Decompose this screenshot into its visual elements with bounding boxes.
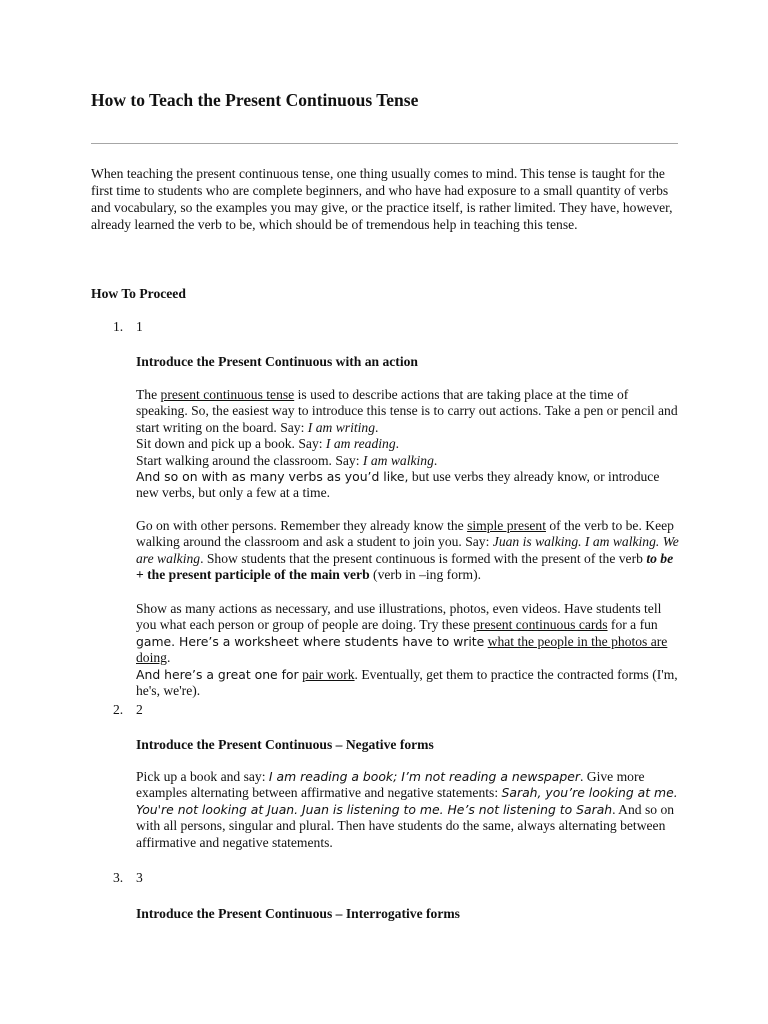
text-run: (verb in –ing form). bbox=[369, 567, 482, 583]
list-marker: 2. bbox=[113, 702, 124, 717]
list-item-1 bbox=[113, 318, 143, 335]
step-1-heading: Introduce the Present Continuous with an action bbox=[136, 354, 418, 369]
step-3-heading: Introduce the Present Continuous – Interrogative forms bbox=[136, 906, 460, 921]
text-run: . bbox=[375, 419, 379, 435]
text-run: Start walking around the classroom. Say: bbox=[136, 452, 363, 468]
pair-work-link[interactable]: pair work bbox=[302, 666, 355, 682]
text-run: is used to describe actions that are taking place at the time of speaking. So, the easiest way to introduce this tense is to carry out actions. Take a pen or pencil and start writing on the board. Say: bbox=[136, 387, 678, 435]
text-run: Pick up a book and say: bbox=[136, 769, 269, 784]
text-run: And so on with as many verbs as you’d like, bbox=[136, 469, 409, 485]
text-run: but use verbs they already know, or introduce new verbs, but only a few at a time. bbox=[136, 469, 660, 501]
list-marker: 1. bbox=[113, 319, 124, 334]
text-run: . bbox=[395, 436, 400, 452]
section-heading: How To Proceed bbox=[91, 286, 186, 301]
bold-text: + the present participle of the main verb bbox=[136, 567, 370, 583]
list-item-label: 1 bbox=[136, 319, 143, 334]
intro-paragraph: When teaching the present continuous tense, one thing usually comes to mind. This tense is taught for the first time to students who are complete beginners, and who have had exposure to a small quantity of verbs and vocabulary, so the examples you may give, or the practice itself, is rather limited. They have, however, already learned the verb to be, which should be of tremendous help in teaching this tense. bbox=[91, 166, 673, 232]
emphasis-text: to be bbox=[646, 550, 674, 566]
present-continuous-cards-link[interactable]: present continuous cards bbox=[473, 617, 608, 633]
text-run: game. Here’s a worksheet where students have to write bbox=[136, 633, 485, 649]
list-item-3 bbox=[113, 869, 143, 886]
step-1-paragraph-2 bbox=[136, 518, 681, 584]
line-4 bbox=[136, 469, 681, 502]
line-4 bbox=[136, 667, 681, 700]
horizontal-rule bbox=[91, 143, 678, 144]
present-continuous-tense-link[interactable]: present continuous tense bbox=[160, 387, 295, 402]
example-text: Juan is walking. I am walking. We are walking bbox=[136, 534, 679, 566]
example-text: I am reading bbox=[325, 436, 396, 452]
list-item-label: 3 bbox=[136, 870, 143, 885]
example-text: I am writing bbox=[307, 419, 375, 435]
simple-present-link[interactable]: simple present bbox=[467, 518, 546, 533]
text-run: The bbox=[136, 387, 161, 402]
list-marker: 3. bbox=[113, 870, 124, 885]
text-run: Sit down and pick up a book. Say: bbox=[136, 436, 326, 452]
text-run: . And so on with all persons, singular and plural. Then have students do the same, always alternating between affirmative and negative statements. bbox=[136, 801, 675, 850]
line-3 bbox=[136, 453, 681, 469]
text-run: . Give more examples alternating between affirmative and negative statements: bbox=[136, 769, 645, 801]
text-run: . Show students that the present continuous is formed with the present of the verb bbox=[200, 550, 647, 566]
text-run: . bbox=[166, 650, 171, 666]
step-1-paragraph-1 bbox=[136, 387, 681, 502]
step-1-paragraph-3 bbox=[136, 601, 681, 699]
text-run: . bbox=[433, 452, 438, 468]
step-2-heading: Introduce the Present Continuous – Negative forms bbox=[136, 737, 434, 752]
example-text: I am reading a book; I’m not reading a newspaper bbox=[268, 769, 580, 784]
list-item-label: 2 bbox=[136, 702, 143, 717]
list-item-2 bbox=[113, 701, 143, 718]
text-run: And here’s a great one for bbox=[136, 666, 299, 682]
line-2 bbox=[136, 436, 681, 452]
text-run: of the verb to be. Keep walking around the classroom and ask a student to join you. Say: bbox=[136, 518, 674, 550]
text-run: . Eventually, get them to practice the contracted forms (I'm, he's, we're). bbox=[136, 666, 678, 699]
example-text: Sarah, you’re looking at me. You're not looking at Juan. Juan is listening to me. He’s not listening to Sarah bbox=[136, 785, 678, 817]
example-text: I am walking bbox=[362, 452, 434, 468]
page-title: How to Teach the Present Continuous Tense bbox=[91, 90, 419, 110]
text-run: Go on with other persons. Remember they already know the bbox=[136, 518, 468, 533]
photos-worksheet-link[interactable]: what the people in the photos are doing bbox=[136, 633, 668, 666]
text-run: Show as many actions as necessary, and use illustrations, photos, even videos. Have students tell you what each person or group of people are doing. Try these bbox=[136, 601, 662, 633]
text-run: for a fun bbox=[607, 617, 658, 633]
step-2-paragraph-1 bbox=[136, 769, 681, 851]
